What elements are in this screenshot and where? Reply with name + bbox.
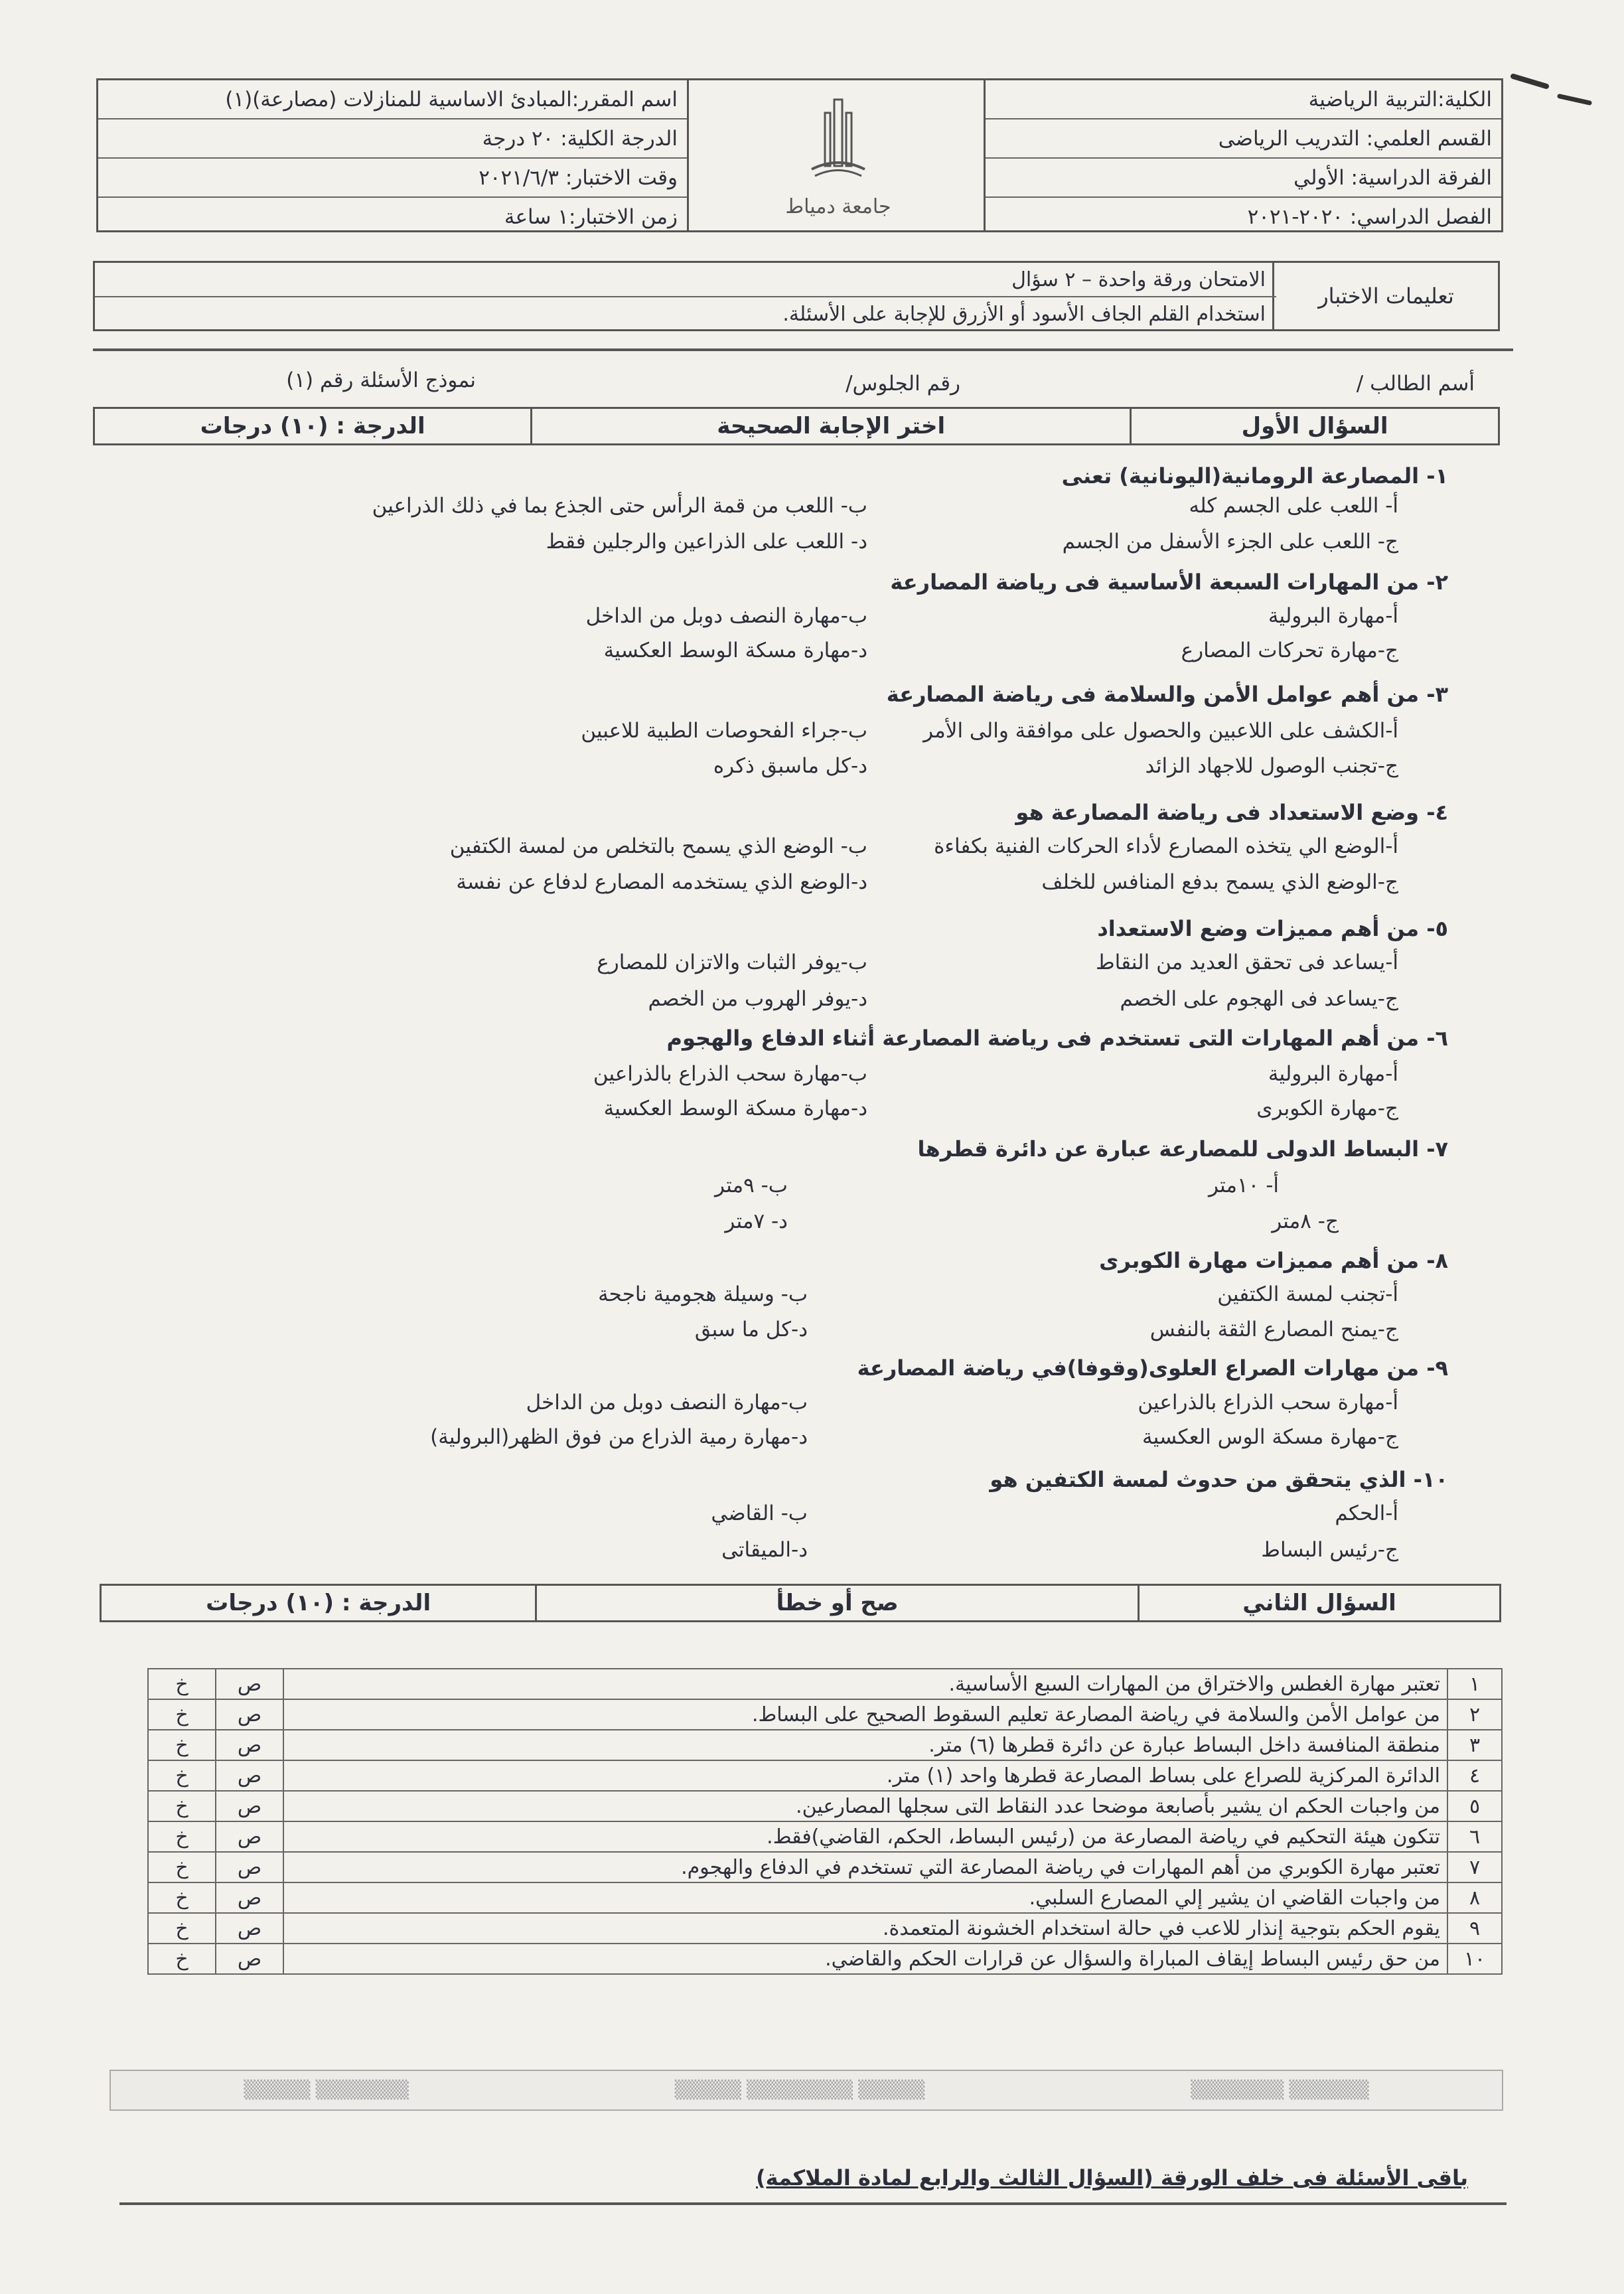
statement: الدائرة المركزية للصراع على بساط المصارعة قطرها واحد (١) متر. [283,1760,1447,1791]
logo-icon [798,93,878,192]
table-row [148,1730,1502,1760]
statement: يقوم الحكم بتوجية إنذار للاعب في حالة استخدام الخشونة المتعمدة. [283,1913,1447,1944]
option-b: ب-جراء الفحوصات الطبية للاعبين [581,719,867,743]
option-c: ج-يساعد فى الهجوم على الخصم [1120,987,1398,1011]
statement: تعتبر مهارة الكوبري من أهم المهارات في رياضة المصارعة التي تستخدم في الدفاع والهجوم. [283,1852,1447,1882]
true-option[interactable]: ص [216,1669,283,1699]
table-row [148,1821,1502,1852]
true-option[interactable]: ص [216,1699,283,1730]
option-a: أ-الكشف على اللاعبين والحصول على موافقة والى الأمر [923,719,1398,743]
false-option[interactable]: خ [148,1944,216,1974]
option-c: ج- اللعب على الجزء الأسفل من الجسم [1062,530,1398,554]
option-c: ج-مهارة تحركات المصارع [1181,639,1398,662]
pen-mark-icon [1507,66,1599,119]
statement: تعتبر مهارة الغطس والاختراق من المهارات السبع الأساسية. [283,1669,1447,1699]
row-number: ٦ [1447,1821,1502,1852]
signature-strip [110,2070,1503,2111]
option-a: أ-الوضع الي يتخذه المصارع لأداء الحركات الفنية بكفاءة [934,834,1398,858]
option-d: د-مهارة مسكة الوسط العكسية [603,1097,867,1120]
statement: منطقة المنافسة داخل البساط عبارة عن دائرة قطرها (٦) متر. [283,1730,1447,1760]
option-d: د-مهارة رمية الذراع من فوق الظهر(البرولية) [430,1425,808,1449]
instructions-box [93,261,1500,331]
row-number: ١ [1447,1669,1502,1699]
college-info [984,80,1501,230]
back-page-note: باقى الأسئلة فى خلف الورقة (السؤال الثالث والرابع لمادة الملاكمة) [756,2165,1468,2190]
question-title: ٩- من مهارات الصراع العلوى(وقوفا)في رياضة المصارعة [857,1355,1448,1381]
option-d: د-الميقاتى [721,1538,808,1562]
option-b: ب-مهارة النصف دوبل من الداخل [526,1391,808,1415]
college-line: الكلية:التربية الرياضية [986,80,1501,119]
course-name-line: اسم المقرر:المبادئ الاساسية للمنازلات (مصارعة)(١) [98,80,687,119]
instructions-lines [95,263,1276,329]
question-title: ٧- البساط الدولى للمصارعة عبارة عن دائرة قطرها [917,1136,1448,1162]
false-option[interactable]: خ [148,1852,216,1882]
option-b: ب- الوضع الذي يسمح بالتخلص من لمسة الكتفين [449,834,867,858]
instruction-line: استخدام القلم الجاف الأسود أو الأزرق للإجابة على الأسئلة. [782,302,1266,326]
statement: تتكون هيئة التحكيم في رياضة المصارعة من (رئيس البساط، الحكم، القاضي)فقط. [283,1821,1447,1852]
option-d: د-مهارة مسكة الوسط العكسية [603,639,867,662]
false-option[interactable]: خ [148,1913,216,1944]
year-line: الفرقة الدراسية: الأولي [986,159,1501,198]
option-b: ب- ٩متر [715,1174,788,1197]
exam-date-line: وقت الاختبار: ٢٠٢١/٦/٣ [98,159,687,198]
department-line: القسم العلمي: التدريب الرياضى [986,119,1501,159]
option-d: د- ٧متر [725,1209,788,1233]
option-c: ج-رئيس البساط [1261,1538,1398,1562]
logo-text: جامعة دمياط [785,194,891,218]
question-title: ٣- من أهم عوامل الأمن والسلامة فى رياضة المصارعة [886,682,1448,707]
option-a: أ-تجنب لمسة الكتفين [1217,1282,1398,1306]
true-option[interactable]: ص [216,1791,283,1821]
section2-bar [100,1584,1501,1622]
option-a: أ-يساعد فى تحقق العديد من النقاط [1096,951,1398,974]
option-a: أ-مهارة سحب الذراع بالذراعين [1138,1391,1398,1415]
option-c: ج- ٨متر [1272,1209,1339,1233]
section2-title: السؤال الثاني [1138,1586,1499,1620]
seat-number-label: رقم الجلوس/ [846,372,960,396]
option-d: د-الوضع الذي يستخدمه المصارع لدفاع عن نفسة [456,870,867,894]
option-c: ج-مهارة الكوبرى [1256,1097,1398,1120]
option-b: ب-مهارة سحب الذراع بالذراعين [593,1062,867,1086]
course-info [98,80,689,230]
option-a: أ- ١٠متر [1208,1174,1279,1197]
false-option[interactable]: خ [148,1699,216,1730]
faded-signature: ▒▒▒▒▒▒ ▒▒▒▒▒▒▒ [1191,2080,1369,2100]
true-option[interactable]: ص [216,1760,283,1791]
question-title: ١- المصارعة الرومانية(اليونانية) تعنى [1061,463,1448,489]
statement: من حق رئيس البساط إيقاف المباراة والسؤال عن قرارات الحكم والقاضي. [283,1944,1447,1974]
false-option[interactable]: خ [148,1882,216,1913]
question-title: ٥- من أهم مميزات وضع الاستعداد [1097,916,1448,941]
option-b: ب-مهارة النصف دوبل من الداخل [585,604,867,628]
option-b: ب- اللعب من قمة الرأس حتى الجذع بما في ذلك الذراعين [372,494,867,518]
row-number: ٣ [1447,1730,1502,1760]
row-number: ٤ [1447,1760,1502,1791]
row-number: ٧ [1447,1852,1502,1882]
row-number: ٥ [1447,1791,1502,1821]
section1-title: السؤال الأول [1130,409,1498,443]
option-d: د-يوفر الهروب من الخصم [648,987,867,1011]
true-option[interactable]: ص [216,1730,283,1760]
total-grade-line: الدرجة الكلية: ٢٠ درجة [98,119,687,159]
option-d: د-كل ماسبق ذكره [713,754,867,778]
section1-grade: الدرجة : (١٠) درجات [200,413,425,439]
row-number: ٨ [1447,1882,1502,1913]
option-a: أ-مهارة البرولية [1268,604,1398,628]
false-option[interactable]: خ [148,1760,216,1791]
option-c: ج-تجنب الوصول للاجهاد الزائد [1145,754,1398,778]
option-c: ج-الوضع الذي يسمح بدفع المنافس للخلف [1041,870,1398,894]
model-number-label: نموذج الأسئلة رقم (١) [286,368,476,392]
false-option[interactable]: خ [148,1669,216,1699]
exam-duration-line: زمن الاختبار:١ ساعة [504,204,678,229]
statement: من واجبات القاضي ان يشير إلي المصارع السلبي. [283,1882,1447,1913]
table-row [148,1669,1502,1699]
option-d: د- اللعب على الذراعين والرجلين فقط [546,530,867,554]
section2-instruction: صح أو خطأ [535,1586,1138,1620]
statement: من واجبات الحكم ان يشير بأصابعة موضحا عدد النقاط التى سجلها المصارعين. [283,1791,1447,1821]
option-a: أ-مهارة البرولية [1268,1062,1398,1086]
table-row [148,1882,1502,1913]
table-row [148,1944,1502,1974]
instructions-label: تعليمات الاختبار [1272,263,1498,329]
section1-instruction: اختر الإجابة الصحيحة [530,409,1130,443]
true-option[interactable]: ص [216,1852,283,1882]
option-d: د-كل ما سبق [694,1318,808,1341]
true-false-table [147,1668,1503,1975]
true-option[interactable]: ص [216,1913,283,1944]
faded-signature: ▒▒▒▒▒ ▒▒▒▒▒▒▒▒ ▒▒▒▒▒ [674,2080,925,2100]
section1-bar [93,407,1500,445]
table-row [148,1699,1502,1730]
true-option[interactable]: ص [216,1821,283,1852]
true-option[interactable]: ص [216,1944,283,1974]
section2-grade: الدرجة : (١٠) درجات [206,1590,431,1616]
statement: من عوامل الأمن والسلامة في رياضة المصارعة تعليم السقوط الصحيح على البساط. [283,1699,1447,1730]
false-option[interactable]: خ [148,1821,216,1852]
option-a: أ-الحكم [1335,1501,1398,1525]
table-row [148,1760,1502,1791]
divider [119,2202,1507,2205]
question-title: ٢- من المهارات السبعة الأساسية فى رياضة المصارعة [890,570,1448,595]
row-number: ٢ [1447,1699,1502,1730]
semester-line: الفصل الدراسي: ٢٠٢٠-٢٠٢١ [1247,204,1492,229]
table-row [148,1913,1502,1944]
option-a: أ- اللعب على الجسم كله [1189,494,1398,518]
question-title: ٤- وضع الاستعداد فى رياضة المصارعة هو [1015,800,1448,825]
option-b: ب- وسيلة هجومية ناجحة [598,1282,808,1306]
exam-header [96,78,1503,232]
divider [93,348,1513,351]
question-title: ١٠- الذي يتحقق من حدوث لمسة الكتفين هو [990,1467,1448,1492]
question-title: ٦- من أهم المهارات التى تستخدم فى رياضة المصارعة أثناء الدفاع والهجوم [666,1026,1448,1051]
false-option[interactable]: خ [148,1730,216,1760]
false-option[interactable]: خ [148,1791,216,1821]
table-row [148,1791,1502,1821]
student-name-label: أسم الطالب / [1356,372,1475,396]
option-c: ج-مهارة مسكة الوس العكسية [1142,1425,1398,1449]
option-b: ب- القاضي [711,1501,808,1525]
option-c: ج-يمنح المصارع الثقة بالنفس [1149,1318,1398,1341]
faded-signature: ▒▒▒▒▒▒▒ ▒▒▒▒▒ [244,2080,409,2100]
question-title: ٨- من أهم مميزات مهارة الكوبرى [1099,1248,1448,1273]
university-logo [689,80,988,230]
row-number: ١٠ [1447,1944,1502,1974]
table-row [148,1852,1502,1882]
instruction-line: الامتحان ورقة واحدة – ٢ سؤال [95,263,1276,297]
row-number: ٩ [1447,1913,1502,1944]
true-option[interactable]: ص [216,1882,283,1913]
option-b: ب-يوفر الثبات والاتزان للمصارع [597,951,867,974]
